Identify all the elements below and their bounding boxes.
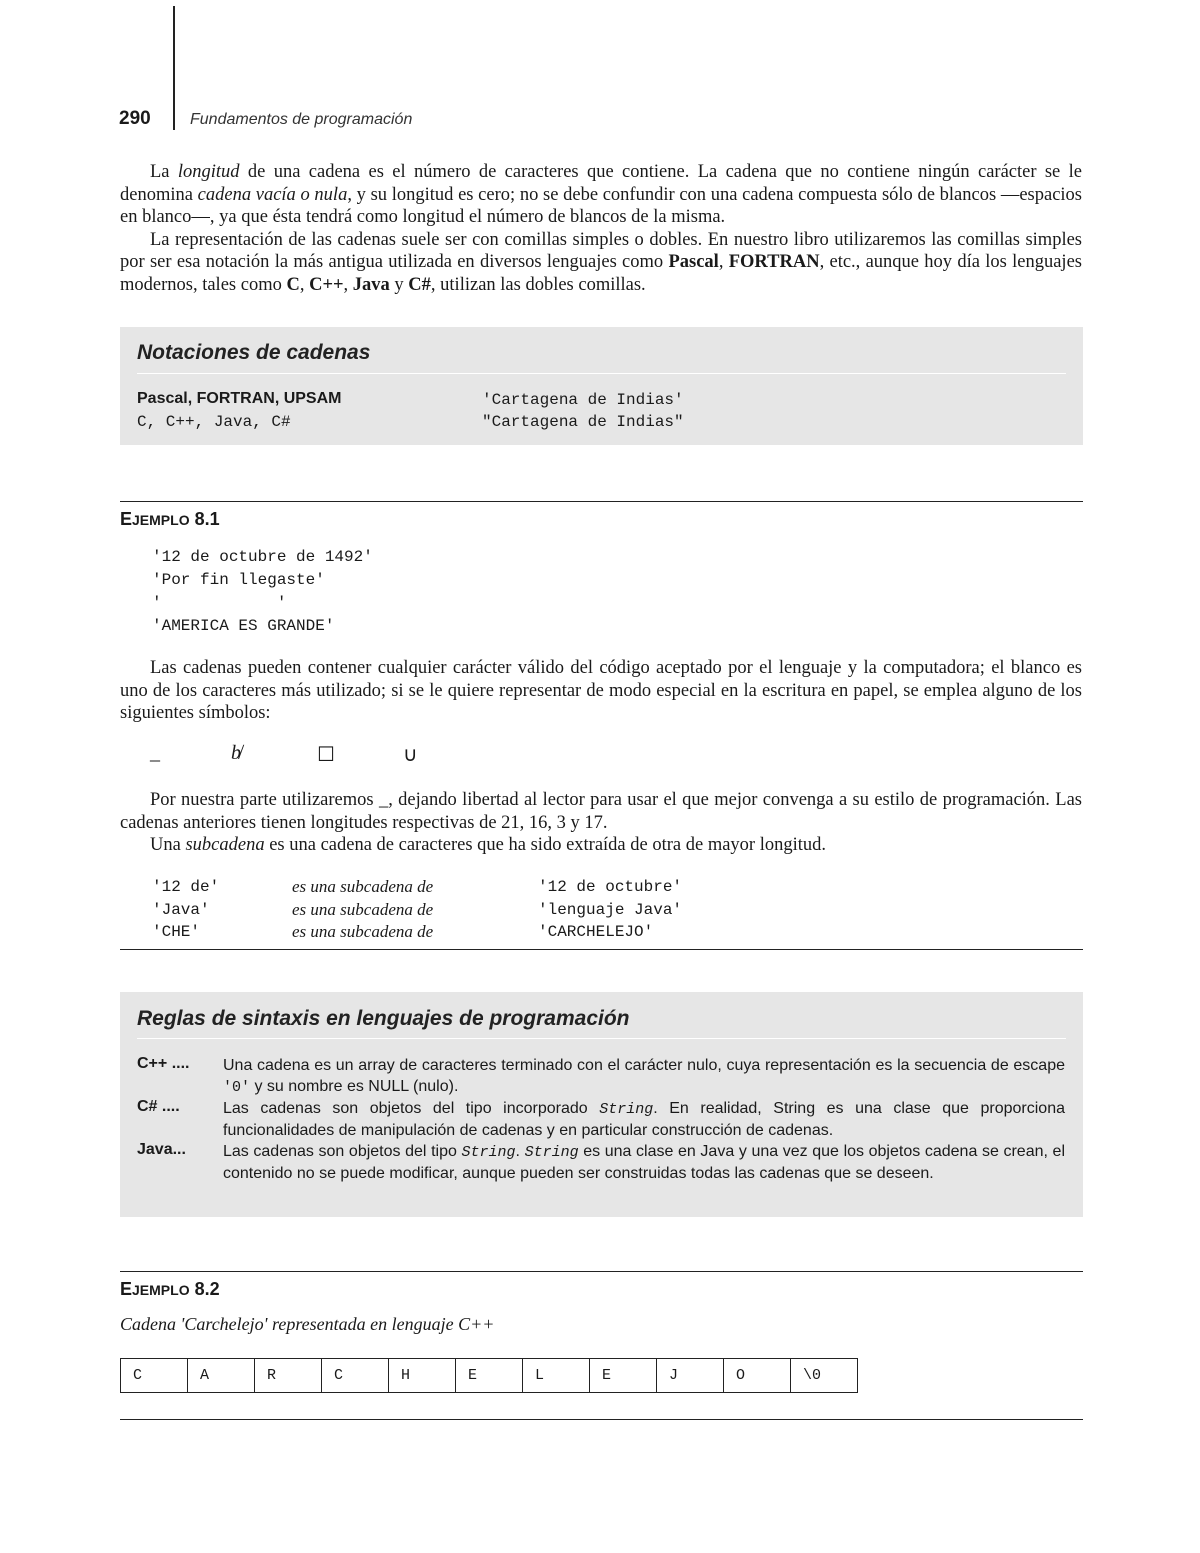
char-cell: \0: [791, 1359, 858, 1393]
char-cell: O: [724, 1359, 791, 1393]
example-2-bottom-rule: [120, 1419, 1083, 1420]
example-1-bottom-rule: [120, 949, 1083, 950]
example-2-top-rule: [120, 1271, 1083, 1272]
notation-label-single: Pascal, FORTRAN, UPSAM: [137, 390, 342, 407]
syntax-rules-box: [120, 992, 1083, 1217]
char-array-table: [120, 1358, 858, 1393]
example-2-caption: Cadena 'Carchelejo' representada en lenguaje C++: [120, 1314, 495, 1334]
syntax-box-divider: [137, 1038, 1066, 1039]
char-cell: J: [657, 1359, 724, 1393]
substring-relation: es una subcadena de: [292, 900, 434, 919]
example-1-label: EJEMPLO 8.1: [120, 509, 220, 529]
syntax-box-title: Reglas de sintaxis en lenguajes de programación: [137, 1007, 630, 1030]
rule-key-java: Java...: [137, 1141, 186, 1158]
code-line: 'AMERICA ES GRANDE': [152, 617, 335, 635]
char-cell: C: [322, 1359, 389, 1393]
char-cell: L: [523, 1359, 590, 1393]
substring-example: 'CHE': [152, 923, 201, 941]
rule-key-csharp: C# ....: [137, 1098, 180, 1115]
substring-example: '12 de': [152, 878, 220, 896]
notation-value-single: 'Cartagena de Indias': [482, 391, 684, 409]
notation-box-title: Notaciones de cadenas: [137, 341, 371, 364]
example-1-top-rule: [120, 501, 1083, 502]
box-symbol: ☐: [317, 744, 335, 766]
char-cell: E: [590, 1359, 657, 1393]
substring-relation: es una subcadena de: [292, 877, 434, 896]
rule-key-cpp: C++ ....: [137, 1055, 190, 1072]
substring-source: '12 de octubre': [538, 878, 683, 896]
rule-text-java: Las cadenas son objetos del tipo String. String es una clase en Java y una vez que los objetos cadena se crean, el contenido no se puede modificar, aunque pueden ser construidas todas las cadenas que se deseen.: [223, 1143, 1066, 1182]
header-vertical-rule: [173, 6, 175, 130]
cup-symbol: ∪: [403, 744, 418, 766]
subcadena-text: [120, 789, 1082, 857]
example-2-label: EJEMPLO 8.2: [120, 1279, 220, 1299]
notation-box-divider: [137, 373, 1066, 374]
char-cell: E: [456, 1359, 523, 1393]
char-cell: H: [389, 1359, 456, 1393]
code-line: 'Por fin llegaste': [152, 571, 325, 589]
notation-box: [120, 327, 1083, 445]
intro-text: [120, 161, 1082, 296]
code-line: ' ': [152, 594, 287, 612]
rule-text-cpp: Una cadena es un array de caracteres terminado con el carácter nulo, cuya representación es la secuencia de escape '0' y su nombre es NULL (nulo).: [223, 1057, 1065, 1096]
intro-paragraph-2: La representación de las cadenas suele ser con comillas simples o dobles. En nuestro libro utilizaremos las comillas simples por ser esa notación la más antigua utilizada en diversos lenguajes como Pascal, FORTRAN, etc., aunque hoy día los lenguajes modernos, tales como C, C++, Java y C#, utilizan las dobles comillas.: [120, 229, 1082, 295]
substring-example: 'Java': [152, 901, 210, 919]
char-cell: A: [188, 1359, 255, 1393]
blank-chars-paragraph: Las cadenas pueden contener cualquier carácter válido del código aceptado por el lenguaje y la computadora; el blanco es uno de los caracteres más utilizado; si se le quiere representar de modo especial en la escritura en papel, se emplea alguno de los siguientes símbolos:: [120, 658, 1082, 723]
intro-paragraph-1: La longitud de una cadena es el número de caracteres que contiene. La cadena que no contiene ningún carácter se le denomina cadena vacía o nula, y su longitud es cero; no se debe confundir con una cadena compuesta sólo de blancos —espacios en blanco—, ya que ésta tendrá como longitud el número de blancos de la misma.: [120, 162, 1083, 227]
subcadena-definition: Una subcadena es una cadena de caracteres que ha sido extraída de otra de mayor longitud.: [150, 835, 827, 855]
notation-label-double: C, C++, Java, C#: [137, 413, 291, 431]
char-array-row: [121, 1359, 858, 1393]
substring-source: 'lenguaje Java': [538, 901, 683, 919]
usage-paragraph: Por nuestra parte utilizaremos _, dejando libertad al lector para usar el que mejor convenga a su estilo de programación. Las cadenas anteriores tienen longitudes respectivas de 21, 16, 3 y 17.: [120, 790, 1082, 833]
char-cell: R: [255, 1359, 322, 1393]
page-number: 290: [119, 108, 151, 129]
underscore-symbol: _: [150, 742, 160, 764]
rule-text-csharp: Las cadenas son objetos del tipo incorporado String. En realidad, String es una clase que proporciona funcionalidades de manipulación de cadenas y en particular construcción de cadenas.: [223, 1100, 1065, 1139]
running-title: Fundamentos de programación: [190, 111, 413, 128]
char-cell: C: [121, 1359, 188, 1393]
substring-source: 'CARCHELEJO': [538, 923, 654, 941]
substring-relation: es una subcadena de: [292, 922, 434, 941]
code-line: '12 de octubre de 1492': [152, 548, 373, 566]
notation-value-double: "Cartagena de Indias": [482, 413, 684, 431]
slashed-b-symbol: b̸: [231, 742, 241, 764]
